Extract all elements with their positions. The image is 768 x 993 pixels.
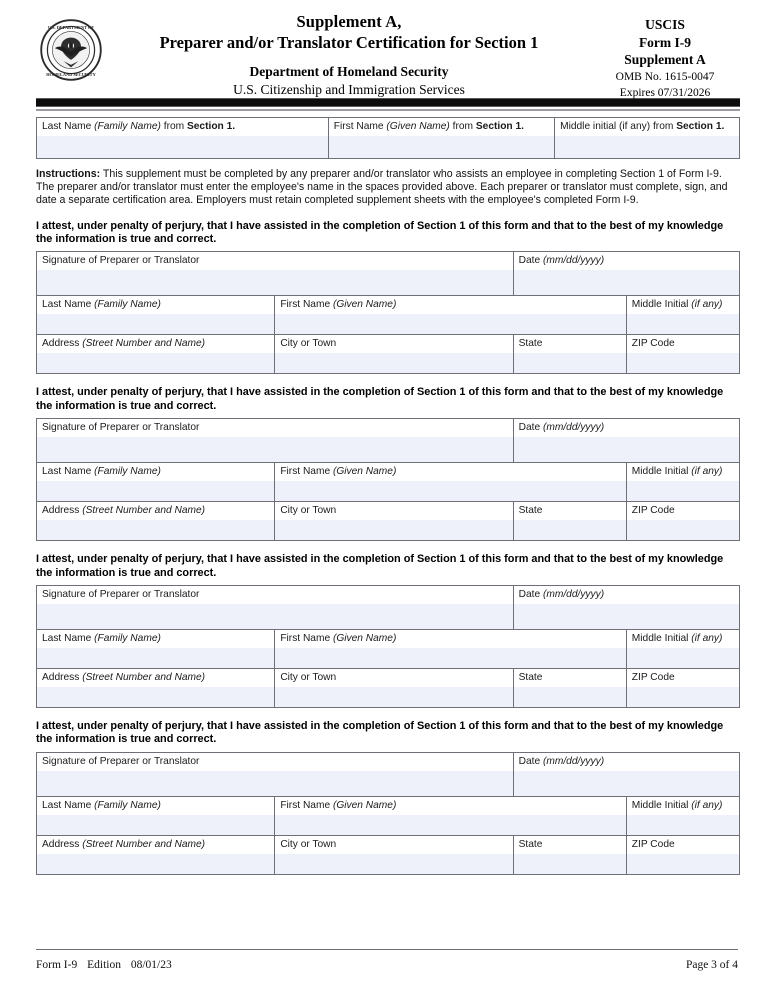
preparer-first-name-cell-1[interactable] bbox=[275, 296, 626, 335]
footer-form-label: Form I-9 bbox=[36, 959, 78, 971]
employee-name-zone bbox=[0, 117, 768, 159]
signature-label-1: Signature of Preparer or Translator bbox=[37, 252, 513, 270]
table-row bbox=[37, 796, 740, 835]
certification-block-3 bbox=[0, 553, 768, 708]
address-input-4[interactable] bbox=[37, 854, 274, 874]
attestation-text-3: I attest, under penalty of perjury, that I have assisted in the completion of Section 1 of this form and that to the best of my knowledge the information is true and correct. bbox=[36, 553, 724, 579]
signature-input-3[interactable] bbox=[37, 604, 513, 629]
preparer-first-name-input-2[interactable] bbox=[275, 481, 625, 501]
table-row bbox=[37, 335, 740, 374]
preparer-middle-initial-cell-4[interactable] bbox=[626, 796, 739, 835]
city-cell-2[interactable] bbox=[275, 502, 513, 541]
attestation-text-4: I attest, under penalty of perjury, that I have assisted in the completion of Section 1 of this form and that to the best of my knowledge the information is true and correct. bbox=[36, 720, 724, 746]
certification-blocks bbox=[0, 220, 768, 875]
city-input-1[interactable] bbox=[275, 353, 512, 373]
state-cell-2[interactable] bbox=[513, 502, 626, 541]
date-label-1: Date (mm/dd/yyyy) bbox=[514, 252, 739, 270]
preparer-last-name-label-3: Last Name (Family Name) bbox=[37, 630, 274, 648]
instructions-body: This supplement must be completed by any preparer and/or translator who assists an employee in completing Section 1 of Form I-9. The preparer and/or translator must enter the employee's name in the spaces provided above. Each preparer or translator must complete, sign, and date a separate certification area. Employers must retain completed supplement sheets with the employee's completed Form I-9. bbox=[36, 168, 728, 207]
signature-cell-1[interactable] bbox=[37, 252, 514, 296]
employee-first-name-label: First Name (Given Name) from Section 1. bbox=[329, 118, 554, 136]
certification-block-4 bbox=[0, 720, 768, 875]
preparer-last-name-input-3[interactable] bbox=[37, 648, 274, 668]
address-cell-3[interactable] bbox=[37, 669, 275, 708]
date-input-1[interactable] bbox=[514, 270, 739, 295]
preparer-middle-initial-label-3: Middle Initial (if any) bbox=[627, 630, 739, 648]
preparer-last-name-label-4: Last Name (Family Name) bbox=[37, 797, 274, 815]
preparer-first-name-label-1: First Name (Given Name) bbox=[275, 296, 625, 314]
certification-table-4 bbox=[36, 752, 740, 875]
address-cell-4[interactable] bbox=[37, 835, 275, 874]
zip-cell-4[interactable] bbox=[626, 835, 739, 874]
state-label-3: State bbox=[514, 669, 626, 687]
signature-input-1[interactable] bbox=[37, 270, 513, 295]
preparer-last-name-label-1: Last Name (Family Name) bbox=[37, 296, 274, 314]
preparer-last-name-label-2: Last Name (Family Name) bbox=[37, 463, 274, 481]
address-label-3: Address (Street Number and Name) bbox=[37, 669, 274, 687]
footer-page-number: Page 3 of 4 bbox=[685, 959, 738, 971]
date-cell-1[interactable] bbox=[513, 252, 739, 296]
address-cell-1[interactable] bbox=[37, 335, 275, 374]
date-cell-2[interactable] bbox=[513, 419, 739, 463]
zip-input-1[interactable] bbox=[627, 353, 739, 373]
state-input-3[interactable] bbox=[514, 687, 626, 707]
preparer-last-name-cell-4[interactable] bbox=[37, 796, 275, 835]
certification-block-2 bbox=[0, 386, 768, 541]
preparer-middle-initial-label-1: Middle Initial (if any) bbox=[627, 296, 739, 314]
preparer-last-name-input-4[interactable] bbox=[37, 815, 274, 835]
omb-number: OMB No. 1615-0047 bbox=[615, 70, 715, 83]
signature-cell-3[interactable] bbox=[37, 586, 514, 630]
preparer-first-name-cell-4[interactable] bbox=[275, 796, 626, 835]
signature-label-3: Signature of Preparer or Translator bbox=[37, 586, 513, 604]
date-input-4[interactable] bbox=[514, 771, 739, 796]
attestation-text-2: I attest, under penalty of perjury, that I have assisted in the completion of Section 1 of this form and that to the best of my knowledge the information is true and correct. bbox=[36, 386, 724, 412]
preparer-last-name-cell-1[interactable] bbox=[37, 296, 275, 335]
address-input-3[interactable] bbox=[37, 687, 274, 707]
expiration-date: Expires 07/31/2026 bbox=[619, 86, 711, 99]
preparer-middle-initial-input-1[interactable] bbox=[627, 314, 739, 334]
page-title-line2: Preparer and/or Translator Certification for Section 1 bbox=[159, 33, 539, 52]
preparer-last-name-cell-3[interactable] bbox=[37, 630, 275, 669]
table-row bbox=[37, 463, 740, 502]
table-row bbox=[37, 419, 740, 463]
city-input-4[interactable] bbox=[275, 854, 512, 874]
certification-table-3 bbox=[36, 585, 740, 708]
preparer-middle-initial-input-4[interactable] bbox=[627, 815, 739, 835]
city-cell-1[interactable] bbox=[275, 335, 513, 374]
state-label-1: State bbox=[514, 335, 626, 353]
table-row bbox=[37, 669, 740, 708]
city-input-2[interactable] bbox=[275, 520, 512, 540]
city-label-1: City or Town bbox=[275, 335, 512, 353]
zip-input-4[interactable] bbox=[627, 854, 739, 874]
table-row bbox=[37, 586, 740, 630]
preparer-middle-initial-label-2: Middle Initial (if any) bbox=[627, 463, 739, 481]
footer-edition-label: Edition bbox=[87, 959, 121, 971]
table-row bbox=[37, 118, 740, 159]
preparer-first-name-cell-3[interactable] bbox=[275, 630, 626, 669]
table-row bbox=[37, 252, 740, 296]
city-label-2: City or Town bbox=[275, 502, 512, 520]
gray-rule bbox=[36, 109, 740, 111]
table-row bbox=[37, 835, 740, 874]
signature-label-2: Signature of Preparer or Translator bbox=[37, 419, 513, 437]
preparer-middle-initial-cell-2[interactable] bbox=[626, 463, 739, 502]
instructions-heading: Instructions: bbox=[36, 168, 101, 180]
preparer-last-name-cell-2[interactable] bbox=[37, 463, 275, 502]
agency-name: Department of Homeland Security bbox=[249, 64, 449, 79]
city-cell-4[interactable] bbox=[275, 835, 513, 874]
employee-last-name-cell[interactable] bbox=[37, 118, 329, 159]
employee-last-name-input[interactable] bbox=[37, 136, 328, 158]
zip-label-1: ZIP Code bbox=[627, 335, 739, 353]
zip-label-2: ZIP Code bbox=[627, 502, 739, 520]
zip-cell-2[interactable] bbox=[626, 502, 739, 541]
preparer-last-name-input-2[interactable] bbox=[37, 481, 274, 501]
date-input-3[interactable] bbox=[514, 604, 739, 629]
certification-table-1 bbox=[36, 251, 740, 374]
preparer-middle-initial-cell-3[interactable] bbox=[626, 630, 739, 669]
zip-cell-1[interactable] bbox=[626, 335, 739, 374]
zip-input-2[interactable] bbox=[627, 520, 739, 540]
footer-edition-date: 08/01/23 bbox=[130, 959, 172, 971]
form-meta-block bbox=[590, 10, 740, 101]
page-title-block bbox=[108, 10, 590, 99]
employee-first-name-input[interactable] bbox=[329, 136, 554, 158]
city-input-3[interactable] bbox=[275, 687, 512, 707]
preparer-first-name-input-3[interactable] bbox=[275, 648, 625, 668]
date-label-3: Date (mm/dd/yyyy) bbox=[514, 586, 739, 604]
address-label-1: Address (Street Number and Name) bbox=[37, 335, 274, 353]
page-title-line1: Supplement A, bbox=[296, 12, 402, 31]
date-label-4: Date (mm/dd/yyyy) bbox=[514, 753, 739, 771]
dhs-seal-icon bbox=[40, 19, 102, 81]
svg-text:HOMELAND SECURITY: HOMELAND SECURITY bbox=[46, 72, 96, 78]
zip-label-4: ZIP Code bbox=[627, 836, 739, 854]
signature-cell-2[interactable] bbox=[37, 419, 514, 463]
certification-block-1 bbox=[0, 220, 768, 375]
zip-label-3: ZIP Code bbox=[627, 669, 739, 687]
instructions-paragraph bbox=[0, 159, 768, 208]
footer-divider bbox=[36, 949, 738, 950]
state-label-2: State bbox=[514, 502, 626, 520]
preparer-first-name-cell-2[interactable] bbox=[275, 463, 626, 502]
city-label-3: City or Town bbox=[275, 669, 512, 687]
date-cell-3[interactable] bbox=[513, 586, 739, 630]
table-row bbox=[37, 502, 740, 541]
preparer-first-name-input-1[interactable] bbox=[275, 314, 625, 334]
zip-cell-3[interactable] bbox=[626, 669, 739, 708]
state-input-2[interactable] bbox=[514, 520, 626, 540]
certification-table-2 bbox=[36, 418, 740, 541]
preparer-middle-initial-input-3[interactable] bbox=[627, 648, 739, 668]
attestation-text-1: I attest, under penalty of perjury, that I have assisted in the completion of Section 1 of this form and that to the best of my knowledge the information is true and correct. bbox=[36, 219, 724, 246]
state-input-1[interactable] bbox=[514, 353, 626, 373]
preparer-middle-initial-label-4: Middle Initial (if any) bbox=[627, 797, 739, 815]
zip-input-3[interactable] bbox=[627, 687, 739, 707]
signature-label-4: Signature of Preparer or Translator bbox=[37, 753, 513, 771]
footer-edition bbox=[36, 959, 179, 971]
address-input-2[interactable] bbox=[37, 520, 274, 540]
address-input-1[interactable] bbox=[37, 353, 274, 373]
agency-subname: U.S. Citizenship and Immigration Services bbox=[233, 82, 465, 97]
page-footer bbox=[0, 949, 768, 971]
address-cell-2[interactable] bbox=[37, 502, 275, 541]
employee-name-table bbox=[36, 117, 740, 159]
state-cell-1[interactable] bbox=[513, 335, 626, 374]
state-cell-4[interactable] bbox=[513, 835, 626, 874]
state-input-4[interactable] bbox=[514, 854, 626, 874]
date-label-2: Date (mm/dd/yyyy) bbox=[514, 419, 739, 437]
preparer-middle-initial-cell-1[interactable] bbox=[626, 296, 739, 335]
signature-input-4[interactable] bbox=[37, 771, 513, 796]
city-label-4: City or Town bbox=[275, 836, 512, 854]
dhs-seal-container bbox=[34, 10, 108, 81]
date-input-2[interactable] bbox=[514, 437, 739, 462]
city-cell-3[interactable] bbox=[275, 669, 513, 708]
preparer-first-name-label-2: First Name (Given Name) bbox=[275, 463, 625, 481]
employee-last-name-label: Last Name (Family Name) from Section 1. bbox=[37, 118, 328, 136]
state-label-4: State bbox=[514, 836, 626, 854]
employee-middle-initial-input[interactable] bbox=[555, 136, 739, 158]
address-label-4: Address (Street Number and Name) bbox=[37, 836, 274, 854]
table-row bbox=[37, 296, 740, 335]
preparer-first-name-input-4[interactable] bbox=[275, 815, 625, 835]
uscis-label: USCIS bbox=[645, 17, 685, 32]
signature-input-2[interactable] bbox=[37, 437, 513, 462]
preparer-first-name-label-4: First Name (Given Name) bbox=[275, 797, 625, 815]
preparer-middle-initial-input-2[interactable] bbox=[627, 481, 739, 501]
signature-cell-4[interactable] bbox=[37, 752, 514, 796]
table-row bbox=[37, 752, 740, 796]
employee-first-name-cell[interactable] bbox=[328, 118, 554, 159]
employee-middle-initial-label: Middle initial (if any) from Section 1. bbox=[555, 118, 739, 136]
svg-text:U.S. DEPARTMENT OF: U.S. DEPARTMENT OF bbox=[47, 24, 95, 30]
page-header bbox=[0, 0, 768, 98]
address-label-2: Address (Street Number and Name) bbox=[37, 502, 274, 520]
employee-middle-initial-cell[interactable] bbox=[555, 118, 740, 159]
date-cell-4[interactable] bbox=[513, 752, 739, 796]
preparer-last-name-input-1[interactable] bbox=[37, 314, 274, 334]
table-row bbox=[37, 630, 740, 669]
preparer-first-name-label-3: First Name (Given Name) bbox=[275, 630, 625, 648]
state-cell-3[interactable] bbox=[513, 669, 626, 708]
supplement-label: Supplement A bbox=[624, 52, 706, 67]
form-number: Form I-9 bbox=[638, 34, 692, 50]
